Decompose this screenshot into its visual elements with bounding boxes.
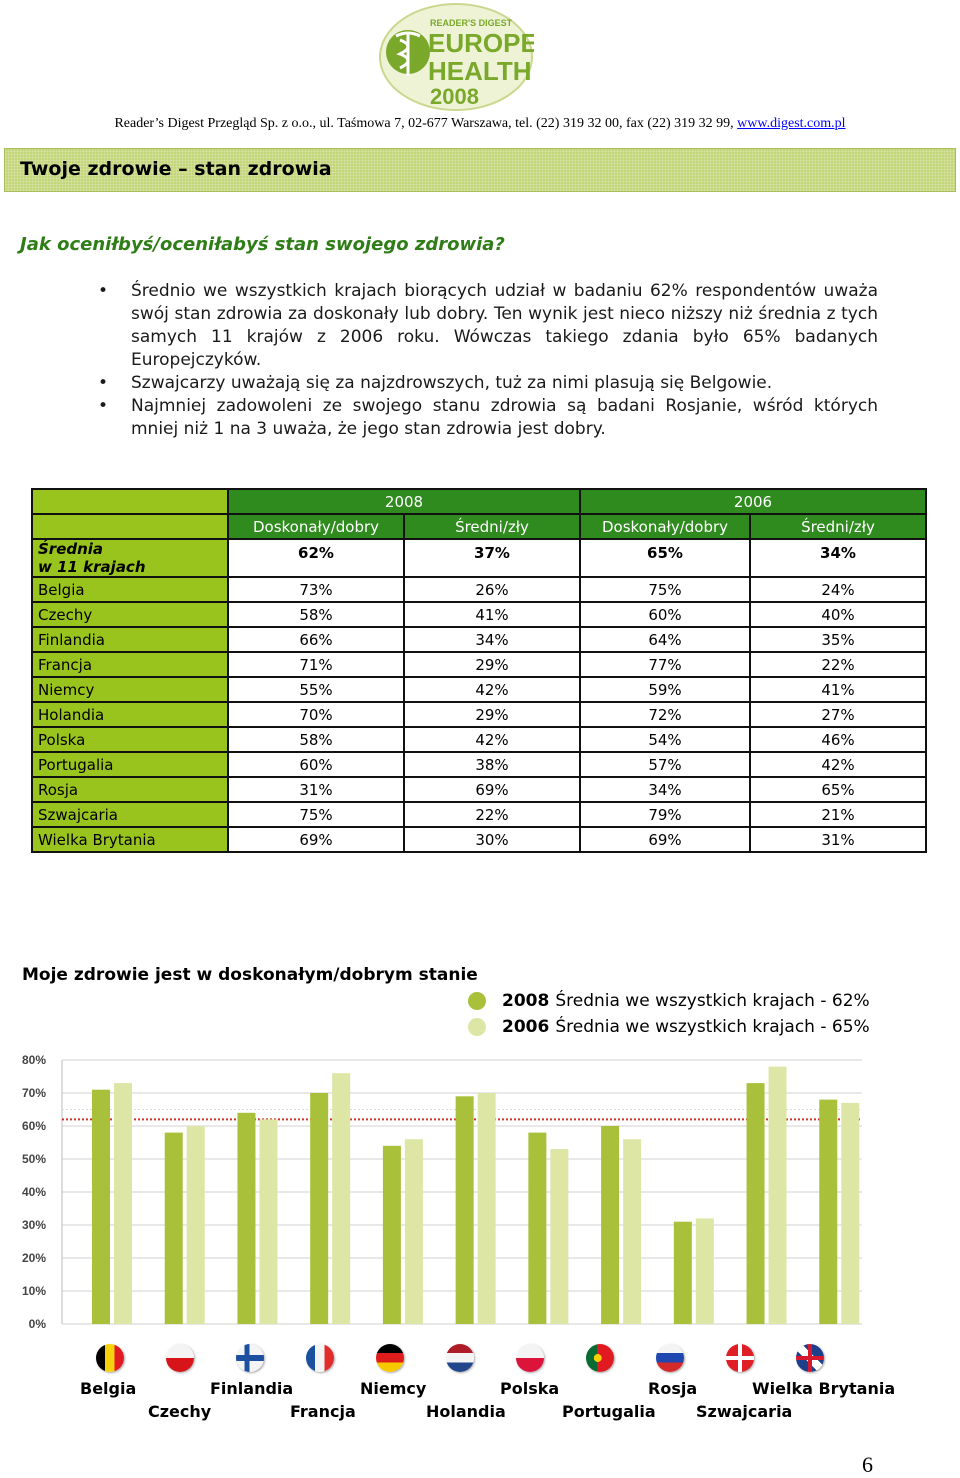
value-cell: 34% [404,627,580,652]
table-row [32,627,926,652]
average-sublabel: w 11 krajach [38,558,146,576]
value-cell: 59% [580,677,750,702]
x-category-label: Szwajcaria [696,1402,793,1421]
y-tick-label: 60% [21,1119,46,1133]
bar-2008-2 [237,1113,255,1324]
country-cell: Polska [32,727,228,752]
flag-uk-icon [796,1344,824,1372]
value-cell: 75% [580,577,750,602]
value-cell: 75% [228,802,404,827]
x-category-label: Niemcy [360,1379,427,1398]
bar-2008-4 [383,1146,401,1324]
bar-2006-2 [259,1119,277,1324]
bullet-icon: • [98,396,109,416]
legend-year: 2006 [502,1017,550,1037]
country-cell: Szwajcaria [32,802,228,827]
table-row [32,602,926,627]
finding-text: Najmniej zadowoleni ze swojego stanu zdrowia są badani Rosjanie, wśród których mniej niż 1 na 3 uważa, że jego stan zdrowia jest dobry. [131,396,878,439]
bar-2008-10 [819,1100,837,1324]
survey-question: Jak oceniłbyś/oceniłabyś stan swojego zdrowia? [20,234,505,255]
legend-dot-icon [468,1018,486,1036]
bar-2006-8 [696,1218,714,1324]
legend-item-2008 [468,988,870,1014]
country-cell: Belgia [32,577,228,602]
value-cell: 46% [750,727,926,752]
flag-switzerland-icon [726,1344,754,1372]
average-label: Średnia [38,540,104,558]
value-cell: 38% [404,752,580,777]
country-cell: Portugalia [32,752,228,777]
value-cell: 69% [404,777,580,802]
y-tick-label: 10% [21,1284,46,1298]
x-category-label: Czechy [148,1402,212,1421]
table-row [32,652,926,677]
country-cell: Francja [32,652,228,677]
bar-2006-5 [478,1093,496,1324]
y-tick-label: 70% [21,1086,46,1100]
bullet-icon: • [98,281,109,301]
value-cell: 57% [580,752,750,777]
value-cell: 22% [750,652,926,677]
table-row [32,752,926,777]
finding-text: Szwajcarzy uważają się za najzdrowszych, tuż za nimi plasują się Belgowie. [131,373,773,393]
flag-russia-icon [656,1344,684,1372]
x-category-label: Belgia [80,1379,137,1398]
finding-text: Średnio we wszystkich krajach biorących udział w badaniu 62% respondentów uważa swój stan zdrowia za doskonały lub dobry. Ten wynik jest nieco niższy niż średnia z tych samych 11 krajów z 2006 roku. Wówczas takiego zdania było 65% badanych Europejczyków. [131,281,878,370]
value-cell: 26% [404,577,580,602]
average-value: 34% [750,539,926,577]
x-category-label: Holandia [426,1402,506,1421]
value-cell: 34% [580,777,750,802]
year-header-2006: 2006 [580,489,926,514]
y-tick-label: 40% [21,1185,46,1199]
bar-2008-7 [601,1126,619,1324]
flag-poland-icon [516,1344,544,1372]
finding-item [98,395,878,441]
legend-item-2006 [468,1014,870,1040]
value-cell: 31% [750,827,926,852]
flag-netherlands-icon [446,1344,474,1372]
bar-2006-3 [332,1073,350,1324]
value-cell: 40% [750,602,926,627]
table-row [32,702,926,727]
value-cell: 58% [228,602,404,627]
legend-year: 2008 [502,991,550,1011]
bar-2008-8 [674,1222,692,1324]
value-cell: 58% [228,727,404,752]
value-cell: 42% [404,677,580,702]
value-cell: 29% [404,702,580,727]
bar-2006-9 [769,1067,787,1324]
bar-2006-10 [841,1103,859,1324]
value-cell: 60% [580,602,750,627]
bar-2008-6 [528,1133,546,1324]
legend-dot-icon [468,992,486,1010]
bar-2006-6 [550,1149,568,1324]
value-cell: 24% [750,577,926,602]
year-header-2008: 2008 [228,489,580,514]
flag-germany-icon [376,1344,404,1372]
logo-brand: READER'S DIGEST [430,18,513,28]
flag-france-icon [306,1344,334,1372]
company-address [0,116,960,132]
table-row [32,577,926,602]
flag-czech-icon [166,1344,194,1372]
country-cell: Wielka Brytania [32,827,228,852]
y-tick-label: 20% [21,1251,46,1265]
value-cell: 55% [228,677,404,702]
europe-health-logo [378,2,534,112]
column-header: Średni/zły [750,514,926,539]
value-cell: 41% [404,602,580,627]
value-cell: 70% [228,702,404,727]
y-tick-label: 0% [28,1317,46,1331]
bullet-icon: • [98,373,109,393]
x-category-label: Rosja [648,1379,698,1398]
bar-chart [20,1050,870,1340]
average-row [32,539,926,577]
value-cell: 66% [228,627,404,652]
value-cell: 73% [228,577,404,602]
x-category-label: Polska [500,1379,560,1398]
bar-2008-1 [165,1133,183,1324]
country-cell: Niemcy [32,677,228,702]
chart-title: Moje zdrowie jest w doskonałym/dobrym stanie [22,965,478,985]
value-cell: 79% [580,802,750,827]
chart-legend [468,988,870,1040]
address-text: Reader’s Digest Przegląd Sp. z o.o., ul. Taśmowa 7, 02-677 Warszawa, tel. (22) 319 32 00, fax (22) 319 32 99, [114,116,738,131]
flag-belgium-icon [96,1344,124,1372]
average-value: 62% [228,539,404,577]
logo-line2: HEALTH [428,56,532,86]
section-title: Twoje zdrowie – stan zdrowia [20,158,332,180]
average-value: 65% [580,539,750,577]
year-header-row [32,489,926,514]
value-cell: 22% [404,802,580,827]
value-cell: 42% [750,752,926,777]
value-cell: 54% [580,727,750,752]
value-cell: 77% [580,652,750,677]
value-cell: 35% [750,627,926,652]
value-cell: 65% [750,777,926,802]
country-cell: Holandia [32,702,228,727]
logo-year: 2008 [430,84,479,109]
column-header: Doskonały/dobry [228,514,404,539]
value-cell: 72% [580,702,750,727]
country-cell: Finlandia [32,627,228,652]
country-cell: Rosja [32,777,228,802]
empty-header-cell [32,514,228,539]
value-cell: 71% [228,652,404,677]
y-tick-label: 30% [21,1218,46,1232]
value-cell: 30% [404,827,580,852]
table-row [32,677,926,702]
y-tick-label: 50% [21,1152,46,1166]
table-row [32,777,926,802]
bar-2006-7 [623,1139,641,1324]
bar-2008-5 [456,1096,474,1324]
legend-text: Średnia we wszystkich krajach - 65% [555,1017,870,1037]
finding-item [98,280,878,372]
findings-list [98,280,878,441]
table-row [32,802,926,827]
y-tick-label: 80% [21,1053,46,1067]
value-cell: 69% [228,827,404,852]
value-cell: 42% [404,727,580,752]
value-cell: 69% [580,827,750,852]
value-cell: 41% [750,677,926,702]
value-cell: 29% [404,652,580,677]
value-cell: 27% [750,702,926,727]
legend-text: Średnia we wszystkich krajach - 62% [555,991,870,1011]
column-header-row [32,514,926,539]
bar-2008-0 [92,1090,110,1324]
flag-portugal-icon [586,1344,614,1372]
empty-header-cell [32,489,228,514]
value-cell: 21% [750,802,926,827]
table-row [32,727,926,752]
x-category-label: Portugalia [562,1402,656,1421]
value-cell: 60% [228,752,404,777]
finding-item [98,372,878,395]
column-header: Doskonały/dobry [580,514,750,539]
page-number: 6 [862,1452,873,1477]
website-link[interactable]: www.digest.com.pl [737,116,846,131]
x-category-label: Wielka Brytania [752,1379,896,1398]
bar-2008-3 [310,1093,328,1324]
flag-finland-icon [236,1344,264,1372]
x-category-label: Francja [290,1402,356,1421]
table-row [32,827,926,852]
country-cell: Czechy [32,602,228,627]
bar-2006-4 [405,1139,423,1324]
value-cell: 31% [228,777,404,802]
logo-line1: EUROPE [428,28,534,58]
value-cell: 64% [580,627,750,652]
x-category-label: Finlandia [210,1379,294,1398]
bar-2006-1 [187,1126,205,1324]
average-value: 37% [404,539,580,577]
bar-2006-0 [114,1083,132,1324]
average-label-cell [32,539,228,577]
column-header: Średni/zły [404,514,580,539]
health-table [31,488,927,853]
bar-2008-9 [747,1083,765,1324]
